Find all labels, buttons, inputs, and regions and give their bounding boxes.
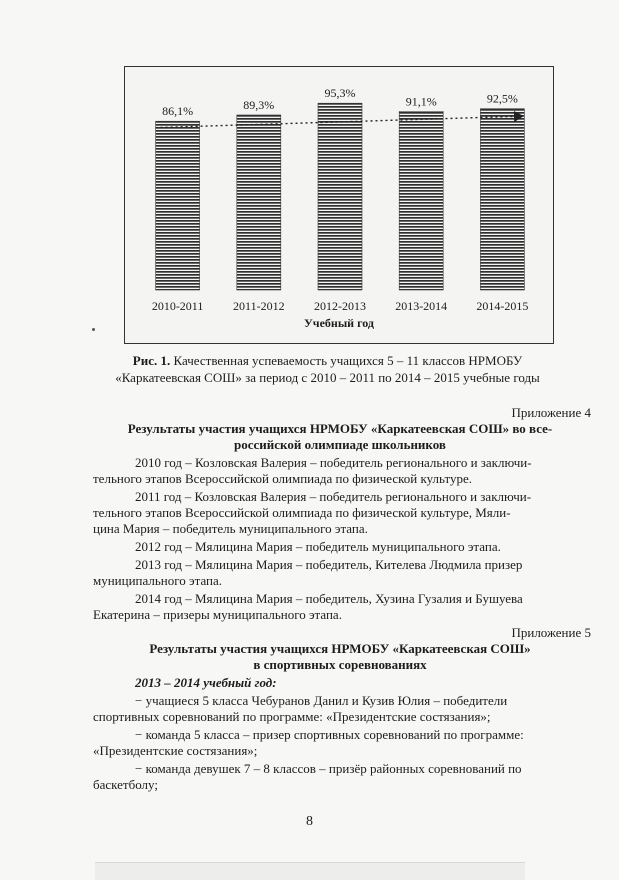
caption-prefix: Рис. 1. [132,353,171,368]
appendix-4-title-line-1: Результаты участия учащихся НРМОБУ «Каркатеевская СОШ» во все- [127,421,553,436]
bar-2011-2012 [237,115,281,290]
olympiad-2011-line-2: тельного этапов Всероссийской олимпиада по физической культуре, Мяли- [93,505,511,520]
bar-2014-2015 [480,109,524,290]
data-label-2013-2014: 91,1% [405,94,437,109]
data-label-2014-2015: 92,5% [486,91,518,106]
page-number: 8 [306,814,313,829]
tick-label-2010-2011: 2010-2011 [151,299,204,313]
tick-label-2014-2015: 2014-2015 [476,299,529,313]
olympiad-2014-line-1: 2014 год – Мялицина Мария – победитель, Хузина Гузалия и Бушуева [135,591,523,606]
appendix-5-title-line-2: в спортивных соревнованиях [253,657,427,672]
caption-line-2: «Каркатеевская СОШ» за период с 2010 – 2011 по 2014 – 2015 учебные годы [115,370,540,385]
appendix-4-label: Приложение 4 [511,405,591,420]
appendix-4-title-line-2: российской олимпиаде школьников [234,437,446,452]
olympiad-2013-line-1: 2013 год – Мялицина Мария – победитель, Кителева Людмила призер [135,557,523,572]
sports-item-1-line-2: спортивных соревнований по программе: «Президентские состязания»; [93,709,491,724]
olympiad-2010-line-2: тельного этапов Всероссийской олимпиада по физической культуре. [93,471,472,486]
olympiad-2011-line-1: 2011 год – Козловская Валерия – победитель регионального и заключи- [135,489,532,504]
school-year-heading: 2013 – 2014 учебный год: [135,675,277,690]
figure-caption [60,352,595,386]
data-label-2012-2013: 95,3% [324,86,356,101]
appendix-5-label: Приложение 5 [511,625,591,640]
sports-item-3-line-2: баскетболу; [93,777,158,792]
bar-2013-2014 [399,111,443,290]
appendix-5-title-line-1: Результаты участия учащихся НРМОБУ «Каркатеевская СОШ» [149,641,531,656]
chart-frame [124,66,554,344]
sports-item-3-line-1: − команда девушек 7 – 8 классов – призёр районных соревнований по [135,761,522,776]
caption-line-1: Качественная успеваемость учащихся 5 – 11 классов НРМОБУ [170,353,523,368]
tick-label-2011-2012: 2011-2012 [233,299,285,313]
bar-2012-2013 [318,103,362,290]
x-axis-label: Учебный год [304,316,374,330]
olympiad-2011-line-3: цина Мария – победитель муниципального этапа. [93,521,368,536]
sports-item-2-line-1: − команда 5 класса – призер спортивных соревнований по программе: [135,727,524,742]
bottom-scan-strip [95,862,525,880]
data-label-2010-2011: 86,1% [162,104,194,119]
bar-chart [125,67,553,343]
olympiad-2012-line: 2012 год – Мялицина Мария – победитель муниципального этапа. [135,539,501,554]
tick-label-2013-2014: 2013-2014 [395,299,448,313]
sports-item-1-line-1: − учащиеся 5 класса Чебуранов Данил и Кузив Юлия – победители [135,693,508,708]
scan-speck [92,328,95,331]
olympiad-2014-line-2: Екатерина – призеры муниципального этапа. [93,607,342,622]
sports-item-2-line-2: «Президентские состязания»; [93,743,258,758]
data-label-2011-2012: 89,3% [243,97,275,112]
bar-2010-2011 [156,121,200,290]
olympiad-2013-line-2: муниципального этапа. [93,573,223,588]
olympiad-2010-line-1: 2010 год – Козловская Валерия – победитель регионального и заключи- [135,455,532,470]
tick-label-2012-2013: 2012-2013 [314,299,366,313]
